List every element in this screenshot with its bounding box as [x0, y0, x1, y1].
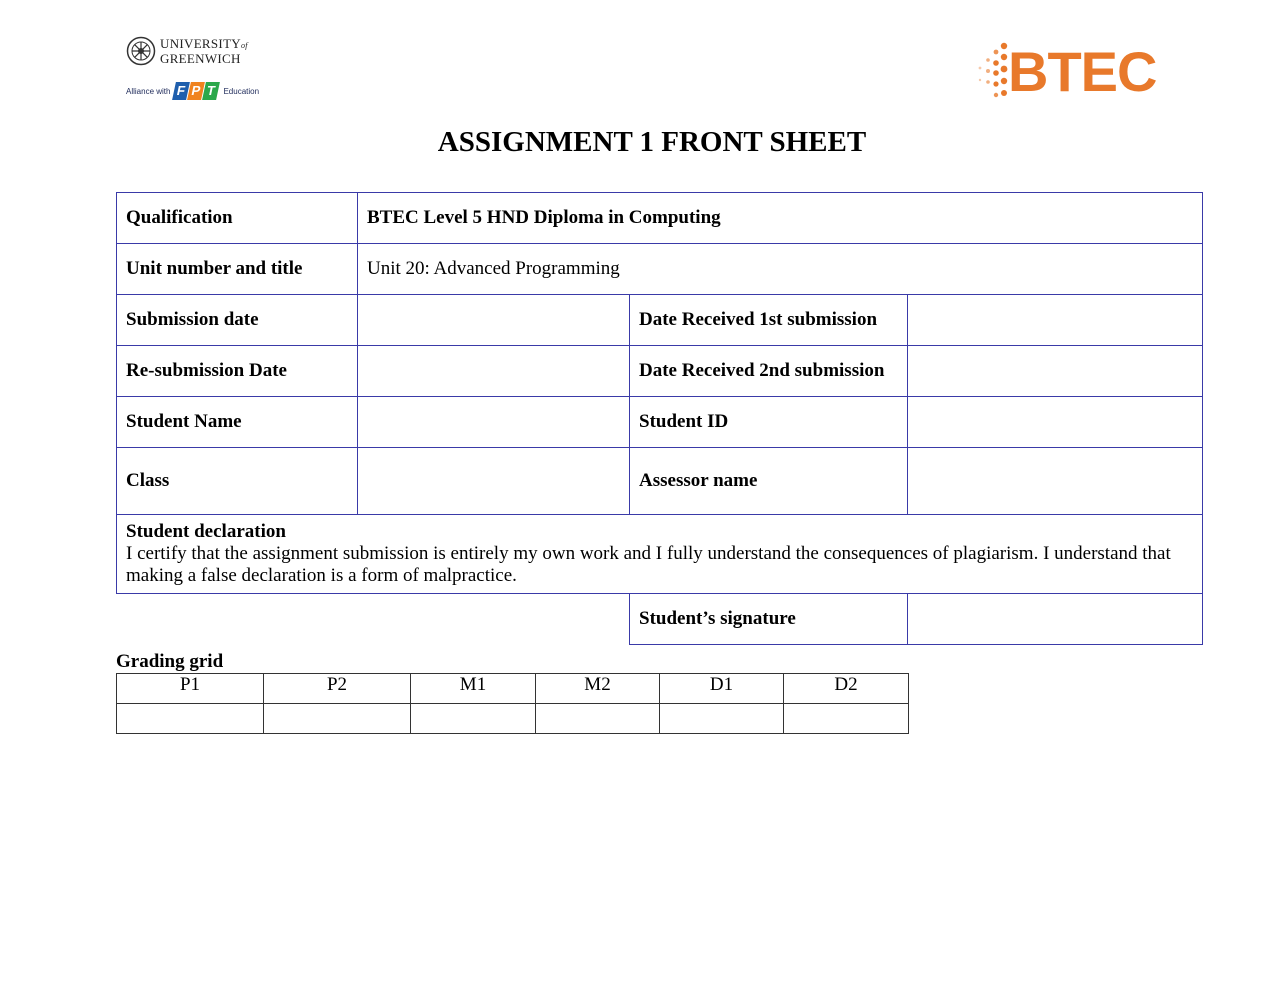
university-line1: UNIVERSITY — [160, 36, 241, 51]
grade-header-d1: D1 — [660, 674, 784, 704]
assessor-label: Assessor name — [630, 448, 908, 515]
submission-date-field[interactable] — [358, 295, 630, 346]
row-class — [117, 448, 1203, 515]
btec-wordmark: BTEC — [1008, 40, 1157, 103]
resubmission-date-label: Re-submission Date — [117, 346, 358, 397]
date-received-2-label: Date Received 2nd submission — [630, 346, 908, 397]
university-of: of — [241, 41, 248, 50]
date-received-2-field[interactable] — [908, 346, 1203, 397]
submission-date-label: Submission date — [117, 295, 358, 346]
grade-header-p2: P2 — [264, 674, 411, 704]
grade-header-m1: M1 — [411, 674, 536, 704]
row-resubmission — [117, 346, 1203, 397]
qualification-label: Qualification — [117, 193, 358, 244]
grade-header-m2: M2 — [536, 674, 660, 704]
declaration-text: I certify that the assignment submission is entirely my own work and I fully understand the consequences of plagiarism. I understand that making a false declaration is a form of malpractice. — [126, 543, 1171, 586]
grade-header-d2: D2 — [784, 674, 909, 704]
row-student — [117, 397, 1203, 448]
resubmission-date-field[interactable] — [358, 346, 630, 397]
alliance-fpt — [126, 80, 259, 102]
student-name-label: Student Name — [117, 397, 358, 448]
university-name — [160, 37, 248, 65]
unit-label: Unit number and title — [117, 244, 358, 295]
fpt-letter-p: P — [188, 82, 206, 100]
grading-header-row — [117, 674, 909, 704]
grade-value-d1[interactable] — [660, 704, 784, 734]
student-id-label: Student ID — [630, 397, 908, 448]
student-name-field[interactable] — [358, 397, 630, 448]
signature-spacer — [117, 594, 630, 645]
fpt-logo — [174, 82, 219, 100]
signature-field[interactable] — [908, 594, 1203, 645]
row-qualification — [117, 193, 1203, 244]
alliance-suffix: Education — [223, 86, 260, 96]
grade-header-p1: P1 — [117, 674, 264, 704]
qualification-value: BTEC Level 5 HND Diploma in Computing — [358, 193, 1203, 244]
unit-value: Unit 20: Advanced Programming — [358, 244, 1203, 295]
row-submission — [117, 295, 1203, 346]
student-id-field[interactable] — [908, 397, 1203, 448]
university-line2: GREENWICH — [160, 51, 241, 66]
alliance-prefix: Alliance with — [126, 86, 171, 96]
row-declaration — [117, 515, 1203, 594]
declaration-title: Student declaration — [126, 521, 286, 542]
date-received-1-label: Date Received 1st submission — [630, 295, 908, 346]
fpt-letter-f: F — [173, 82, 191, 100]
assessor-field[interactable] — [908, 448, 1203, 515]
grade-value-p1[interactable] — [117, 704, 264, 734]
grade-value-d2[interactable] — [784, 704, 909, 734]
signature-label: Student’s signature — [630, 594, 908, 645]
grading-grid-label: Grading grid — [116, 651, 224, 672]
front-sheet-table — [116, 192, 1203, 645]
row-unit — [117, 244, 1203, 295]
student-declaration — [117, 515, 1203, 594]
date-received-1-field[interactable] — [908, 295, 1203, 346]
btec-logo — [970, 40, 1170, 104]
class-field[interactable] — [358, 448, 630, 515]
university-greenwich-logo — [126, 36, 266, 102]
class-label: Class — [117, 448, 358, 515]
row-signature — [117, 594, 1203, 645]
grade-value-m1[interactable] — [411, 704, 536, 734]
btec-dots-icon — [970, 40, 1010, 102]
fpt-letter-t: T — [203, 82, 221, 100]
grading-value-row — [117, 704, 909, 734]
grading-grid — [116, 673, 909, 734]
grade-value-p2[interactable] — [264, 704, 411, 734]
page-title: ASSIGNMENT 1 FRONT SHEET — [437, 126, 867, 158]
grade-value-m2[interactable] — [536, 704, 660, 734]
university-seal-icon — [126, 36, 156, 66]
